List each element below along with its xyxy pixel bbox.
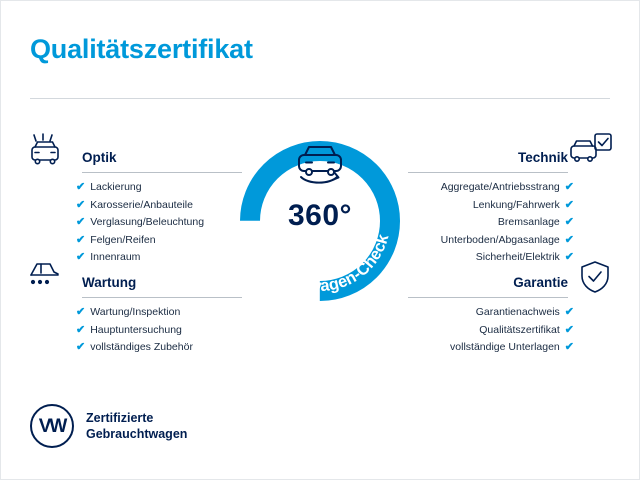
check-icon: ✔ <box>564 251 574 264</box>
list-item-label: Lenkung/Fahrwerk <box>472 198 560 211</box>
check-icon: ✔ <box>76 306 86 319</box>
section-heading-optik: Optik <box>82 150 117 165</box>
list-item-label: Sicherheit/Elektrik <box>475 251 560 263</box>
footer-brand <box>30 404 187 448</box>
check-icon: ✔ <box>564 233 574 246</box>
list-item-label: Garantienachweis <box>475 306 560 318</box>
list-item <box>344 339 574 357</box>
vw-logo-text: VW <box>38 415 66 437</box>
list-item <box>76 339 256 357</box>
list-item-label: Wartung/Inspektion <box>90 306 181 318</box>
check-icon: ✔ <box>564 198 574 211</box>
check-icon: ✔ <box>76 233 86 246</box>
list-item-label: vollständiges Zubehör <box>90 341 193 353</box>
badge-value: 360° <box>287 199 353 232</box>
car-check-icon <box>570 133 614 172</box>
section-divider-optik <box>82 172 242 173</box>
check-icon: ✔ <box>76 216 86 229</box>
check-icon: ✔ <box>76 251 86 264</box>
section-divider-technik <box>408 172 568 173</box>
footer-text <box>86 410 187 442</box>
svg-text:Gebrauchtwagen-Check <box>248 231 393 295</box>
check-icon: ✔ <box>564 216 574 229</box>
car-front-wash-icon <box>28 133 72 172</box>
footer-line-2: Gebrauchtwagen <box>86 427 188 441</box>
check-icon: ✔ <box>76 198 86 211</box>
list-item-label: Verglasung/Beleuchtung <box>90 216 205 228</box>
section-heading-wartung: Wartung <box>82 275 137 290</box>
badge-360-check <box>224 125 416 317</box>
check-icon: ✔ <box>76 181 86 194</box>
list-item-label: Felgen/Reifen <box>90 233 156 246</box>
vw-logo <box>30 404 74 448</box>
list-item-label: Aggregate/Antriebsstrang <box>440 181 560 193</box>
list-item-label: Karosserie/Anbauteile <box>90 198 193 211</box>
check-icon: ✔ <box>564 181 574 194</box>
section-divider-garantie <box>408 297 568 298</box>
shield-check-icon <box>578 260 612 299</box>
list-item <box>344 322 574 340</box>
list-item <box>76 322 256 340</box>
check-icon: ✔ <box>564 323 574 336</box>
check-icon: ✔ <box>564 341 574 354</box>
list-item-label: Lackierung <box>90 181 142 193</box>
footer-line-1: Zertifizierte <box>86 411 154 425</box>
check-icon: ✔ <box>76 341 86 354</box>
service-tools-icon <box>28 258 72 297</box>
badge-arc-text: Gebrauchtwagen-Check <box>247 231 393 296</box>
list-item-label: Hauptuntersuchung <box>90 323 182 336</box>
list-item-label: Bremsanlage <box>497 216 560 228</box>
section-divider-wartung <box>82 297 242 298</box>
section-heading-technik: Technik <box>517 150 568 165</box>
check-icon: ✔ <box>564 306 574 319</box>
check-icon: ✔ <box>76 323 86 336</box>
list-item-label: vollständige Unterlagen <box>450 341 560 353</box>
list-item-label: Innenraum <box>90 251 141 263</box>
page-title: Qualitätszertifikat <box>30 34 253 64</box>
title-divider <box>30 98 610 99</box>
list-item-label: Qualitätszertifikat <box>479 323 560 336</box>
list-item-label: Unterboden/Abgasanlage <box>440 233 560 246</box>
section-heading-garantie: Garantie <box>513 275 568 290</box>
